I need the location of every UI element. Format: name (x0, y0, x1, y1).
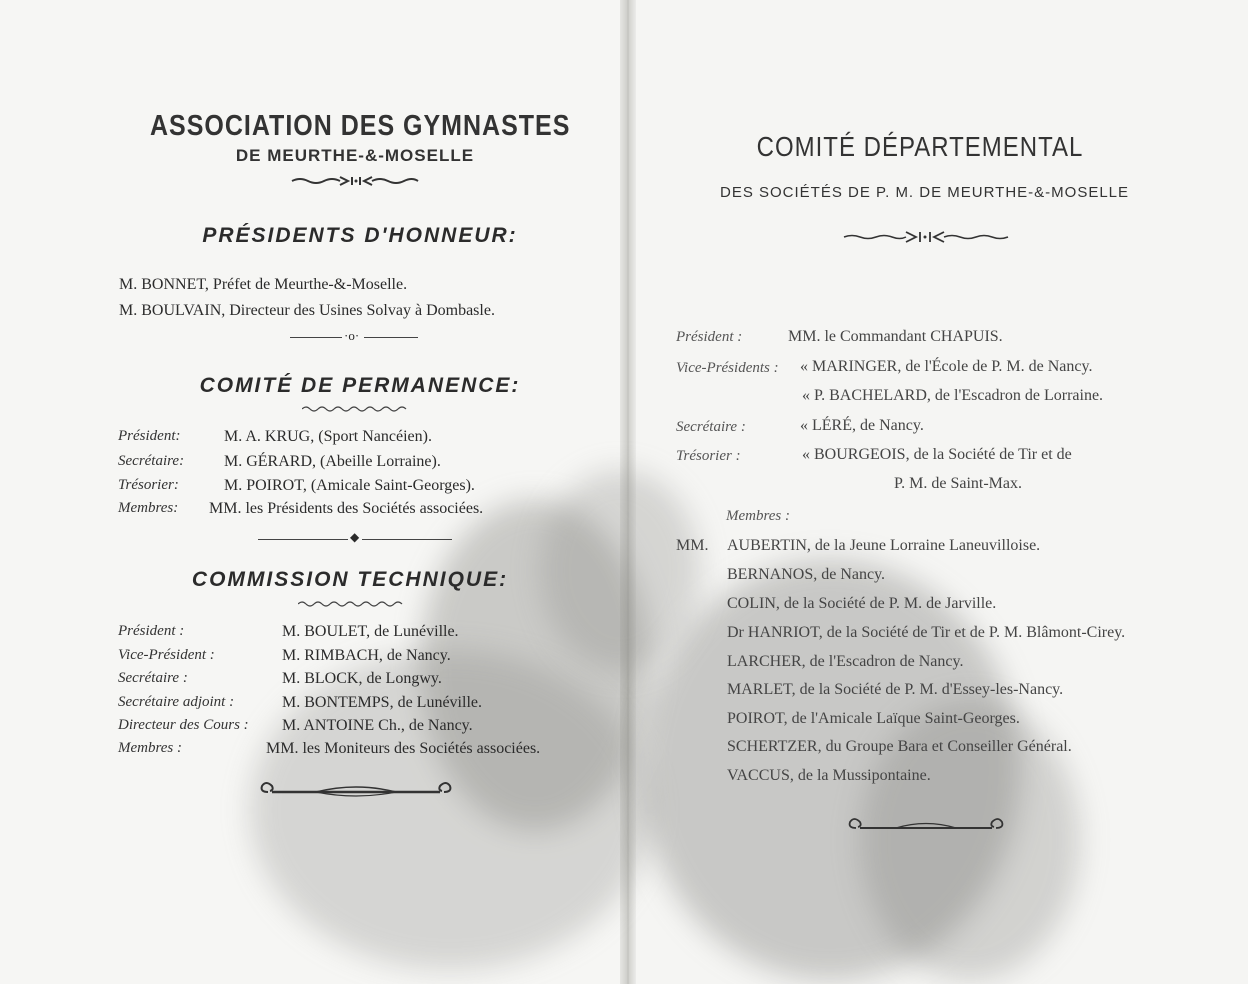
role-holder: MM. les Présidents des Sociétés associées. (209, 500, 484, 517)
role-holder: M. BLOCK, de Longwy. (282, 670, 442, 687)
honneur-line: M. BOULVAIN, Directeur des Usines Solvay à Dombasle. (119, 302, 495, 319)
role-label: Président: (118, 428, 181, 444)
list-item: SCHERTZER, du Groupe Bara et Conseiller Général. (727, 738, 1072, 755)
role-label: Directeur des Cours : (118, 717, 249, 733)
association-title: ASSOCIATION DES GYMNASTES (150, 109, 571, 143)
role-label: Président : (676, 329, 743, 345)
list-item: AUBERTIN, de la Jeune Lorraine Laneuvilloise. (727, 537, 1041, 554)
divider-rule (258, 539, 348, 540)
role-holder: « BOURGEOIS, de la Société de Tir et de (802, 446, 1072, 463)
comite-subtitle: DES SOCIÉTÉS DE P. M. DE MEURTHE-&-MOSELLE (720, 184, 1130, 201)
ornament-divider (290, 174, 420, 188)
list-item: POIROT, de l'Amicale Laïque Saint-Georges. (727, 710, 1020, 727)
role-label: Membres : (118, 740, 183, 756)
role-holder: M. A. KRUG, (Sport Nancéien). (224, 428, 432, 445)
wavy-underline (298, 600, 408, 608)
role-holder: M. BOULET, de Lunéville. (282, 623, 459, 640)
role-label: Président : (118, 623, 185, 639)
role-holder: M. POIROT, (Amicale Saint-Georges). (224, 477, 475, 494)
membres-prefix: MM. (676, 537, 709, 554)
role-holder: « LÉRÉ, de Nancy. (800, 417, 924, 434)
comite-permanence-heading: COMITÉ DE PERMANENCE: (199, 374, 521, 397)
honneur-line: M. BONNET, Préfet de Meurthe-&-Moselle. (119, 276, 408, 293)
presidents-honneur-heading: PRÉSIDENTS D'HONNEUR: (202, 224, 518, 247)
circle-ornament-icon: ·o· (344, 328, 360, 343)
role-label: Membres: (118, 500, 179, 516)
divider-rule (362, 539, 452, 540)
role-holder: M. RIMBACH, de Nancy. (282, 647, 451, 664)
book-gutter (620, 0, 636, 984)
list-item: MARLET, de la Société de P. M. d'Essey-les-Nancy. (727, 681, 1064, 698)
role-label: Vice-Président : (118, 647, 215, 663)
role-holder: P. M. de Saint-Max. (894, 475, 1022, 492)
membres-label: Membres : (726, 508, 791, 524)
role-label: Trésorier : (676, 448, 741, 464)
role-holder: MM. le Commandant CHAPUIS. (788, 328, 1003, 345)
role-holder: M. ANTOINE Ch., de Nancy. (282, 717, 473, 734)
role-label: Trésorier: (118, 477, 179, 493)
role-label: Secrétaire: (118, 453, 185, 469)
diamond-ornament-icon: ◆ (350, 530, 360, 544)
role-label: Vice-Présidents : (676, 360, 779, 376)
ornament-divider (842, 230, 1012, 244)
commission-technique-heading: COMMISSION TECHNIQUE: (191, 568, 509, 591)
list-item: COLIN, de la Société de P. M. de Jarville. (727, 595, 997, 612)
role-label: Secrétaire : (118, 670, 188, 686)
role-holder: M. GÉRARD, (Abeille Lorraine). (224, 453, 441, 470)
role-label: Secrétaire adjoint : (118, 694, 235, 710)
scroll-ornament-icon (846, 814, 1006, 838)
scroll-ornament-icon (256, 778, 456, 802)
role-holder: « MARINGER, de l'École de P. M. de Nancy. (800, 358, 1093, 375)
list-item: LARCHER, de l'Escadron de Nancy. (727, 653, 964, 670)
list-item: BERNANOS, de Nancy. (727, 566, 886, 583)
association-subtitle: DE MEURTHE-&-MOSELLE (235, 146, 475, 165)
role-label: Secrétaire : (676, 419, 746, 435)
wavy-underline (302, 405, 412, 413)
role-holder: « P. BACHELARD, de l'Escadron de Lorraine. (802, 387, 1104, 404)
divider-rule (364, 337, 418, 338)
comite-title: COMITÉ DÉPARTEMENTAL (756, 131, 1084, 163)
list-item: Dr HANRIOT, de la Société de Tir et de P. M. Blâmont-Cirey. (727, 624, 1126, 641)
list-item: VACCUS, de la Mussipontaine. (727, 767, 931, 784)
divider-rule (290, 337, 342, 338)
role-holder: M. BONTEMPS, de Lunéville. (282, 694, 482, 711)
role-holder: MM. les Moniteurs des Sociétés associées. (266, 740, 541, 757)
